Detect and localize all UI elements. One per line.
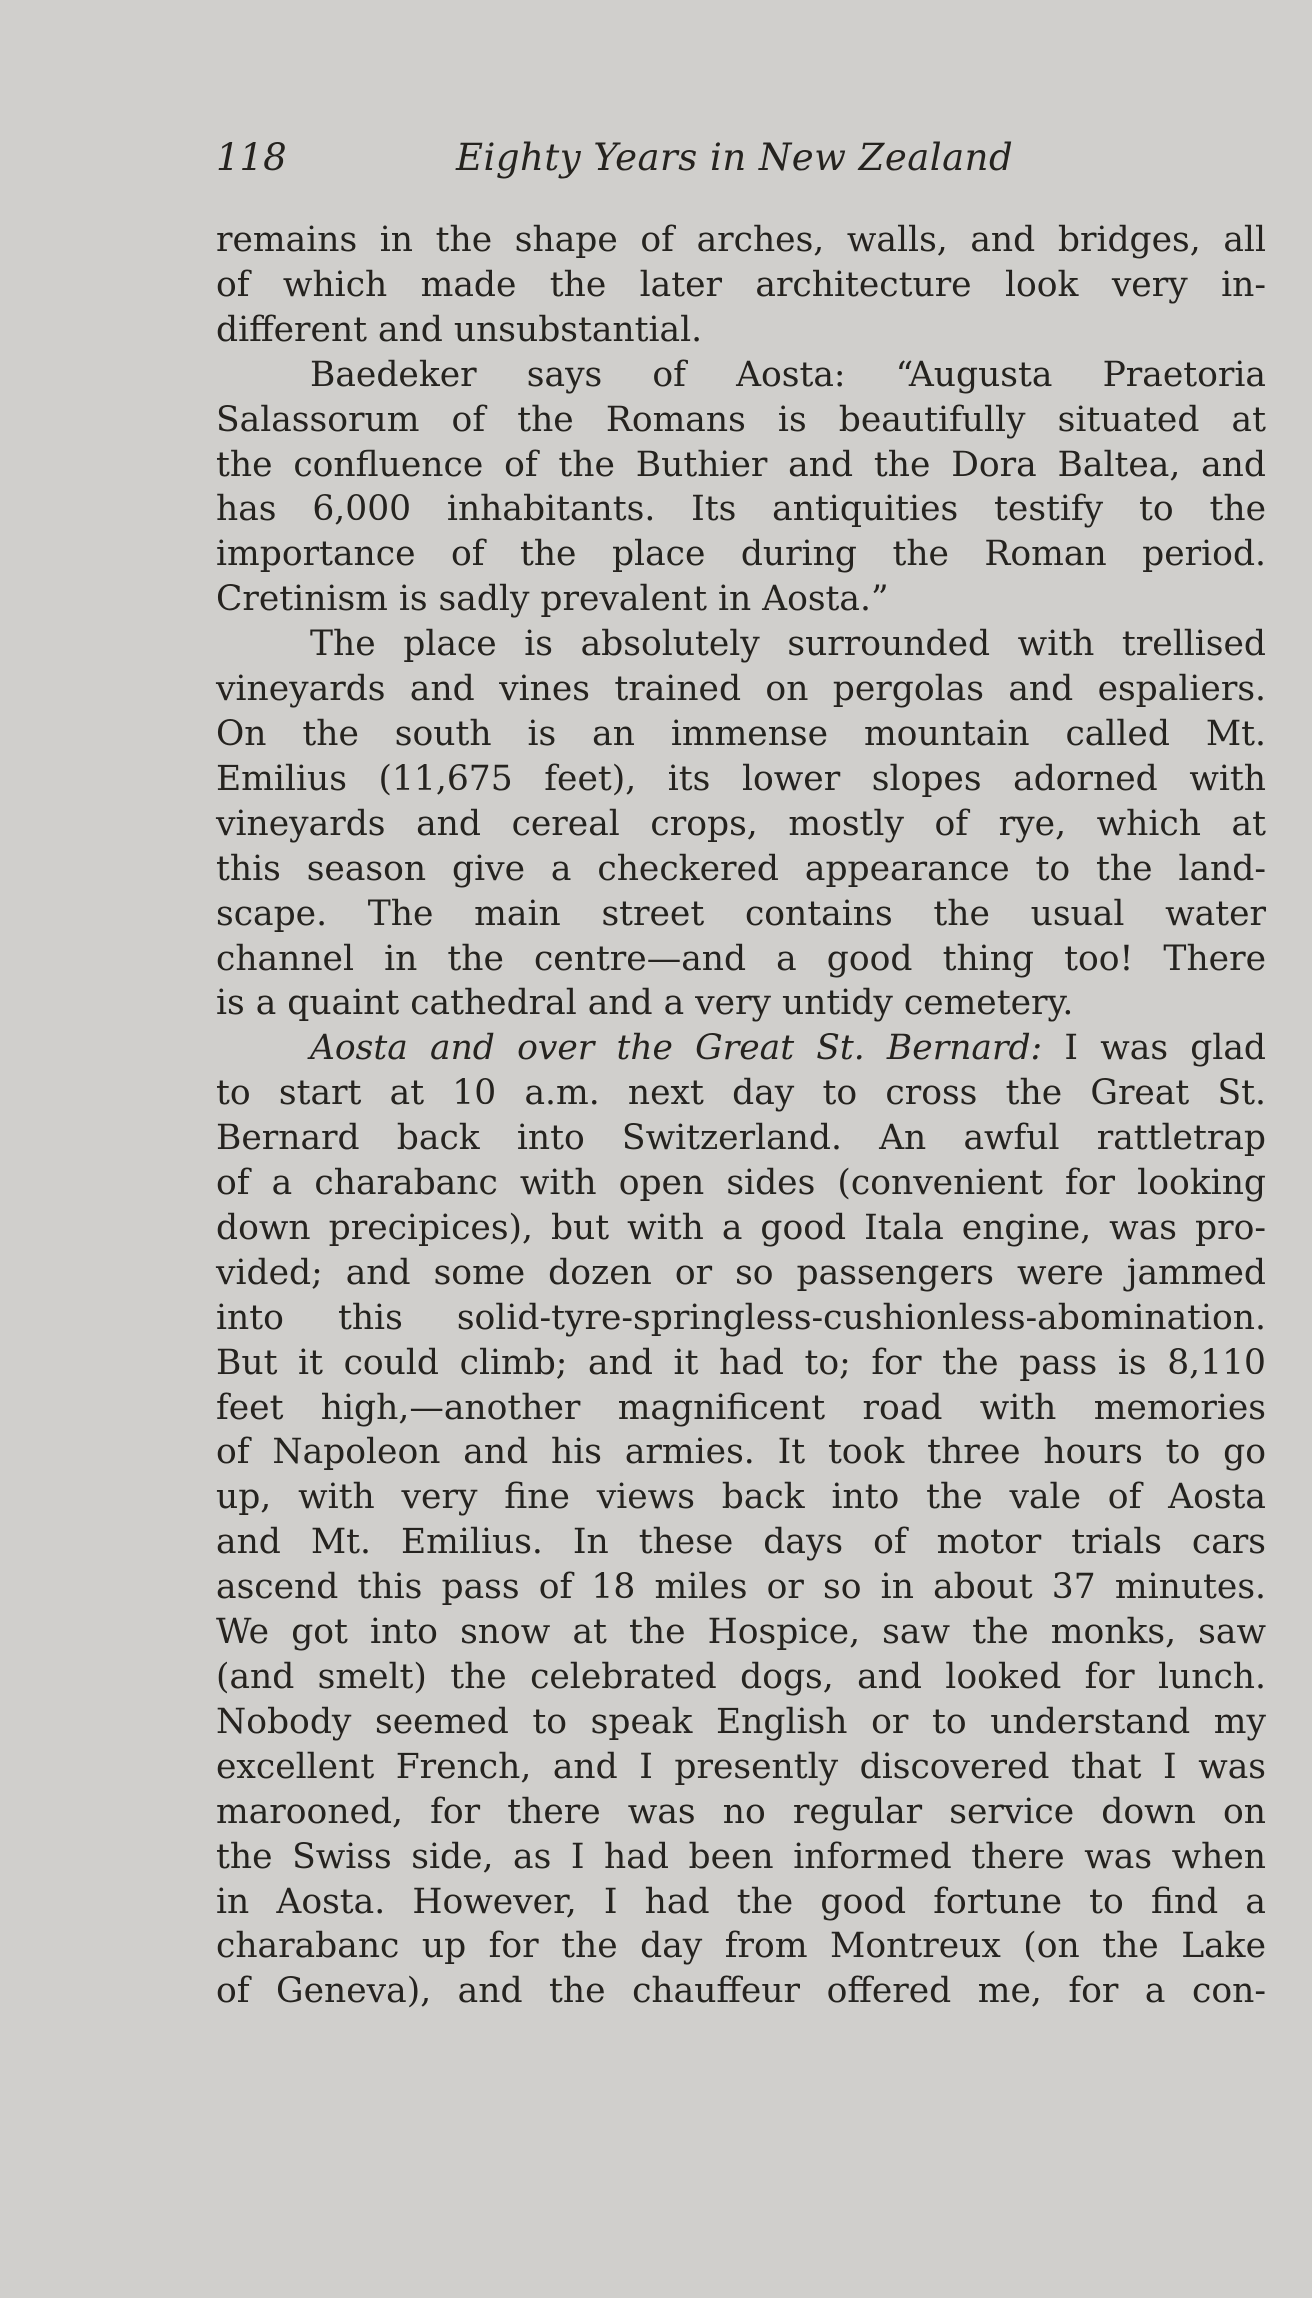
text-line: of which made the later architecture look very in- bbox=[216, 264, 1266, 305]
text-line: Baedeker says of Aosta: “Augusta Praetoria bbox=[310, 354, 1266, 395]
text-line: excellent French, and I presently discovered that I was bbox=[216, 1746, 1266, 1787]
text-line: vineyards and cereal crops, mostly of rye, which at bbox=[216, 803, 1266, 844]
text-line: has 6,000 inhabitants. Its antiquities testify to the bbox=[216, 489, 1266, 530]
text-line bbox=[216, 1026, 1266, 1071]
text-line: But it could climb; and it had to; for the pass is 8,110 bbox=[216, 1342, 1266, 1383]
text-line: scape. The main street contains the usual water bbox=[216, 893, 1266, 934]
text-line: Bernard back into Switzerland. An awful rattletrap bbox=[216, 1118, 1266, 1159]
text-line: into this solid-tyre-springless-cushionless-abomination. bbox=[216, 1297, 1266, 1338]
paragraph bbox=[216, 353, 1266, 622]
text-line: We got into snow at the Hospice, saw the monks, saw bbox=[216, 1612, 1266, 1653]
text-line: Cretinism is sadly prevalent in Aosta.” bbox=[216, 579, 889, 620]
text-line: charabanc up for the day from Montreux (on the Lake bbox=[216, 1926, 1266, 1967]
text-line: the confluence of the Buthier and the Dora Baltea, and bbox=[216, 444, 1266, 485]
text-line: Emilius (11,675 feet), its lower slopes adorned with bbox=[216, 758, 1266, 799]
text-line: of a charabanc with open sides (convenient for looking bbox=[216, 1163, 1266, 1204]
running-title: Eighty Years in New Zealand bbox=[456, 136, 1014, 179]
text-line: up, with very fine views back into the vale of Aosta bbox=[216, 1477, 1266, 1518]
text-line: ascend this pass of 18 miles or so in about 37 minutes. bbox=[216, 1567, 1266, 1608]
text-line: vineyards and vines trained on pergolas and espaliers. bbox=[216, 669, 1266, 710]
page-number: 118 bbox=[216, 136, 287, 179]
text-line: of Geneva), and the chauffeur offered me, for a con- bbox=[216, 1971, 1266, 2012]
text-line: down precipices), but with a good Itala engine, was pro- bbox=[216, 1207, 1266, 1248]
text-line: remains in the shape of arches, walls, and bridges, all bbox=[216, 220, 1266, 260]
text-line: Salassorum of the Romans is beautifully situated at bbox=[216, 399, 1266, 440]
text-line: the Swiss side, as I had been informed there was when bbox=[216, 1836, 1266, 1877]
text-line: vided; and some dozen or so passengers were jammed bbox=[216, 1252, 1266, 1293]
text-line: in Aosta. However, I had the good fortune to find a bbox=[216, 1881, 1266, 1922]
text-line: marooned, for there was no regular service down on bbox=[216, 1791, 1266, 1832]
text-line: The place is absolutely surrounded with trellised bbox=[310, 624, 1266, 665]
text-line: and Mt. Emilius. In these days of motor trials cars bbox=[216, 1522, 1266, 1563]
running-head bbox=[216, 128, 1096, 188]
text-line: Nobody seemed to speak English or to understand my bbox=[216, 1701, 1266, 1742]
paragraph bbox=[216, 218, 1266, 353]
italic-heading: Aosta and over the Great St. Bernard: bbox=[310, 1028, 1043, 1069]
paragraph bbox=[216, 622, 1266, 1026]
text-line: importance of the place during the Roman period. bbox=[216, 534, 1266, 575]
text-line: channel in the centre—and a good thing too! There bbox=[216, 938, 1266, 979]
text-line: feet high,—another magnificent road with memories bbox=[216, 1387, 1266, 1428]
text-line: this season give a checkered appearance to the land- bbox=[216, 848, 1266, 889]
text-line: of Napoleon and his armies. It took three hours to go bbox=[216, 1432, 1266, 1473]
body-text bbox=[216, 218, 1266, 2014]
text-line: is a quaint cathedral and a very untidy cemetery. bbox=[216, 983, 1074, 1024]
text-run: I was glad bbox=[1042, 1028, 1266, 1069]
paragraph bbox=[216, 1026, 1266, 2014]
text-line: to start at 10 a.m. next day to cross the Great St. bbox=[216, 1073, 1266, 1114]
text-line: On the south is an immense mountain called Mt. bbox=[216, 713, 1266, 754]
text-line: different and unsubstantial. bbox=[216, 309, 703, 350]
text-line: (and smelt) the celebrated dogs, and looked for lunch. bbox=[216, 1657, 1266, 1697]
